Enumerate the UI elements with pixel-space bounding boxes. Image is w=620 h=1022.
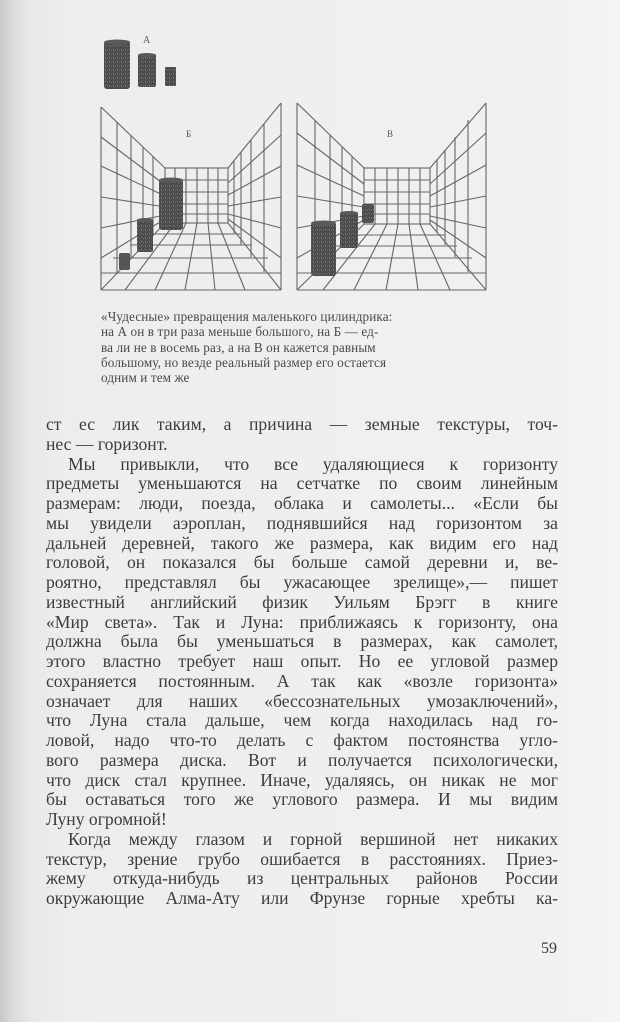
figure-caption: [101, 309, 489, 385]
text-line: должна была бы уменьшаться в размерах, как самолет,: [46, 631, 558, 652]
text-line: что диск стал крупнее. Иначе, удаляясь, он никак не мог: [46, 769, 558, 790]
text-line: текстур, зрение грубо ошибается в расстояниях. Приез-: [46, 848, 558, 869]
page-number: 59: [541, 940, 557, 957]
caption-line: одним и тем же: [101, 370, 190, 386]
text-line: роятно, представлял бы ужасающее зрелище»,— пишет: [46, 572, 558, 592]
panel-a-label: А: [143, 35, 151, 46]
panel-a-cylinders: [104, 35, 176, 89]
caption-line: большому, но везде реальный размер его остается: [101, 354, 387, 370]
panel-b-cylinders: [119, 178, 183, 271]
text-line: «Мир света». Так и Луна: приближаясь к горизонту, она: [46, 611, 558, 632]
text-line: дальней деревней, такого же размера, как видим его над: [46, 532, 558, 553]
text-line: что Луна стала дальше, чем когда находилась над го-: [46, 710, 558, 731]
caption-line: на А он в три раза меньше большого, на Б — ед-: [101, 324, 379, 340]
text-line: известный английский физик Уильям Брэгг в книге: [46, 591, 558, 612]
body-text: [46, 415, 558, 909]
text-line: сохраняется постоянным. А так как «возле горизонта»: [46, 670, 558, 691]
text-line: нес — горизонт.: [46, 433, 168, 454]
text-line: этого властно требует наш опыт. Но ее угловой размер: [46, 651, 558, 671]
text-line: мы увидели аэроплан, поднявшийся над горизонтом за: [46, 512, 558, 533]
paragraph-start-line: Мы привыкли, что все удаляющиеся к горизонту: [68, 453, 558, 474]
text-line: ст ес лик таким, а причина — земные текстуры, точ-: [46, 414, 558, 434]
text-line: предметы уменьшаются на сетчатке по своим линейным: [46, 473, 558, 494]
text-line: Луну огромной!: [46, 809, 167, 829]
paragraph-start-line: Когда между глазом и горной вершиной нет никаких: [68, 828, 558, 849]
text-line: размерам: люди, поезда, облака и самолеты... «Если бы: [46, 493, 558, 513]
panel-b-label: Б: [186, 129, 192, 139]
text-line: жему откуда-нибудь из центральных районов России: [46, 868, 558, 889]
text-line: головой, он показался бы больше самой деревни и, ве-: [46, 552, 558, 573]
text-line: вого размера диска. Вот и получается психологически,: [46, 749, 558, 770]
caption-line: «Чудесные» превращения маленького цилиндрика:: [101, 309, 393, 324]
text-line: ловой, надо что-то делать с фактом постоянства угло-: [46, 730, 558, 750]
panel-c-label: В: [387, 129, 394, 139]
text-line: означает для наших «бессознательных умозаключений»,: [46, 690, 558, 711]
text-line: бы оставаться того же углового размера. И мы видим: [46, 789, 558, 810]
text-line: окружающие Алма-Ату или Фрунзе горные хребты ка-: [46, 888, 558, 908]
figure-cylinders-perspective: [0, 0, 620, 300]
caption-line: ва ли не в восемь раз, а на В он кажется равным: [101, 339, 376, 355]
